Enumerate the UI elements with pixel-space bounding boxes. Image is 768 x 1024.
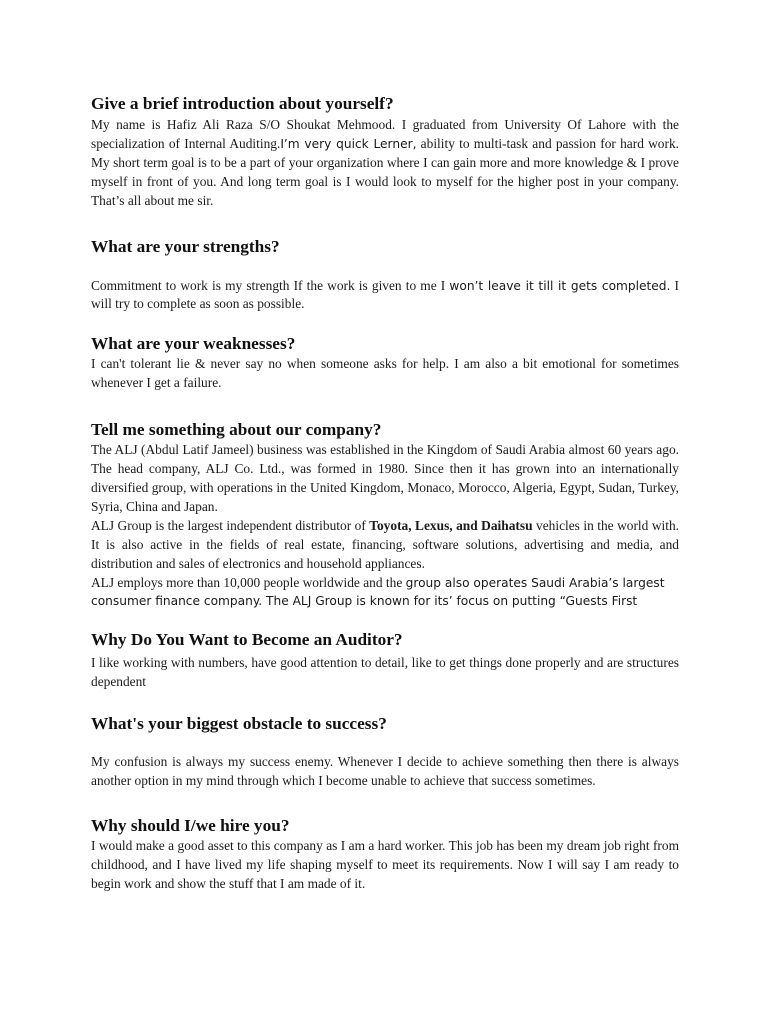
question-weaknesses: What are your weaknesses? — [91, 334, 296, 354]
answer-text: ALJ employs more than 10,000 people worldwide and the — [91, 574, 406, 590]
answer-text: I will try to complete as soon as possible. — [91, 277, 680, 312]
answer-text: My name is Hafiz Ali Raza S/O Shoukat Mehmood. I graduated from University Of Lahore with the specialization of Internal Auditing. — [91, 117, 679, 151]
answer-text: I’m very quick Lerner, — [280, 136, 417, 151]
answer-weaknesses: I can't tolerant lie & never say no when someone asks for help. I am also a bit emotional for sometimes whenever I get a failure. — [91, 356, 679, 391]
question-introduction: Give a brief introduction about yourself? — [91, 94, 394, 113]
answer-company-p3 — [91, 574, 679, 612]
answer-obstacle: My confusion is always my success enemy. Whenever I decide to achieve something then there is always another option in my mind through which I become unable to achieve that success sometimes. — [91, 754, 679, 789]
brand-names: Toyota, Lexus, and Daihatsu — [369, 517, 533, 533]
answer-text: vehicles in the world with. It is also active in the fields of real estate, financing, software solutions, advertising and media, and distribution and sales of electronics and household appliances. — [91, 517, 679, 571]
answer-hire: I would make a good asset to this company as I am a hard worker. This job has been my dream job right from childhood, and I have lived my life shaping myself to meet its requirements. Now I will say I am ready to begin work and show the stuff that I am made of it. — [91, 837, 679, 891]
question-strengths: What are your strengths? — [91, 236, 280, 256]
answer-strengths — [91, 277, 679, 315]
question-obstacle: What's your biggest obstacle to success? — [91, 714, 387, 734]
question-hire: Why should I/we hire you? — [91, 815, 290, 835]
answer-text: won’t leave it till it gets completed. — [449, 278, 671, 293]
answer-company-p1: The ALJ (Abdul Latif Jameel) business was established in the Kingdom of Saudi Arabia almost 60 years ago. The head company, ALJ Co. Ltd., was formed in 1980. Since then it has grown into an internationally diversified group, with operations in the United Kingdom, Monaco, Morocco, Algeria, Egypt, Sudan, Turkey, Syria, China and Japan. — [91, 442, 679, 514]
answer-introduction — [91, 116, 679, 211]
question-auditor: Why Do You Want to Become an Auditor? — [91, 630, 403, 650]
answer-company-p2 — [91, 517, 679, 574]
answer-text: Commitment to work is my strength If the work is given to me I — [91, 277, 450, 293]
document-page — [91, 93, 679, 894]
question-company: Tell me something about our company? — [91, 420, 382, 440]
answer-auditor: I like working with numbers, have good attention to detail, like to get things done properly and are structures dependent — [91, 655, 679, 690]
answer-text: group also operates Saudi Arabia’s largest consumer finance company. The ALJ Group is known for its’ focus on putting “Guests First — [91, 575, 665, 609]
answer-text: ability to multi-task and passion for hard work. My short term goal is to be a part of your organization where I can gain more and more knowledge & I prove myself in front of you. And long term goal is I would look to myself for the higher post in your company. That’s all about me sir. — [91, 135, 680, 208]
answer-text: ALJ Group is the largest independent distributor of — [91, 517, 370, 533]
